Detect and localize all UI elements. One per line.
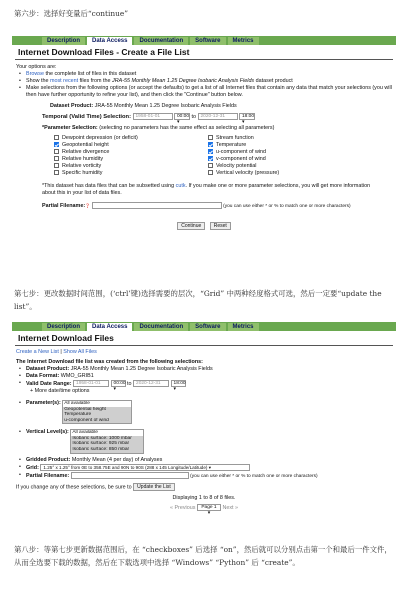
checkbox[interactable] <box>208 156 213 161</box>
cutk-link[interactable]: cutk <box>175 182 186 189</box>
vertical-levels-item: • Vertical Level(s): All available Isobaric surface: 1000 mbar Isobaric surface: 925 mbar Isobaric surface: 850 mbar <box>16 429 392 453</box>
checkbox-label: Stream function <box>216 134 254 141</box>
step-6-caption: 第六步：选择好变量后“continue” <box>14 9 129 18</box>
checkbox-label: Temperature <box>216 141 247 148</box>
checkbox[interactable] <box>208 135 213 140</box>
select-option[interactable]: Isobaric surface: 1000 mbar <box>71 436 143 442</box>
select-option[interactable]: All available <box>72 430 98 436</box>
checkbox-label: Geopotential height <box>62 141 109 148</box>
parameter-column-right <box>208 135 354 177</box>
end-time-select[interactable]: 18:00 ▾ <box>239 113 255 120</box>
checkbox[interactable] <box>208 142 213 147</box>
browse-link[interactable]: Browse <box>26 71 44 77</box>
create-file-list-panel <box>12 36 396 235</box>
range-end-input[interactable]: 2020-12-31 <box>133 380 169 387</box>
previous-link[interactable]: « Previous <box>169 504 196 511</box>
step-8-caption: 第八步：等第七步更新数据范围后，在 “checkboxes” 后选择 “on”，然后就可以分别点击第一个和最后一件文件，从而全选要下载的数据，然后在下载选项中选择 “Windows” “Python” 后 “create”。 <box>14 545 392 567</box>
option-selections: • Make selections from the following options (or accept the defaults) to get a list of all Internet files that contain any data that match your selections (you will then have further opportunity to refine your list), and then click the "Continue" button below. <box>16 85 392 99</box>
file-list-panel <box>12 322 396 516</box>
checkbox[interactable] <box>54 170 59 175</box>
step-7-caption: 第七步：更改数据时间范围，(‘ctrl’键)选择需要的层次，“Grid” 中两种经度格式可选，然后一定要“update the list”。 <box>14 289 382 311</box>
range-end-time[interactable]: 18:00 ▾ <box>171 380 186 387</box>
select-option[interactable]: Temperature <box>63 412 131 418</box>
parameter-checkbox-row[interactable] <box>208 163 354 170</box>
subset-note: *This dataset has data files that can be subsetted using cutk. If you make one or more parameter selections, you will get more information about this in your list of data files. <box>42 182 371 196</box>
tab-software[interactable]: Software <box>190 37 225 45</box>
form-buttons <box>16 217 392 235</box>
chevron-down-icon: ▾ <box>173 387 176 392</box>
parameter-checkbox-row[interactable] <box>54 163 200 170</box>
parameter-checkbox-row[interactable] <box>54 135 200 142</box>
chevron-down-icon: ▾ <box>177 120 180 125</box>
valid-date-range-item: • Valid Date Range: 1958-01-01 00:00 ▾ to 2020-12-31 18:00 ▾ <box>16 380 392 388</box>
parameters-item: • Parameter(s): All available Geopotential height Temperature u-component of wind <box>16 400 392 424</box>
page-select[interactable]: Page 1 ▾ <box>197 504 221 511</box>
parameter-checkbox-row[interactable] <box>54 170 200 177</box>
parameter-checkbox-grid <box>54 135 354 177</box>
checkbox[interactable] <box>208 149 213 154</box>
nav-tabs-2 <box>12 322 396 331</box>
select-option[interactable]: u-component of wind <box>63 418 131 424</box>
checkbox-label: Vertical velocity (pressure) <box>216 169 280 176</box>
select-option[interactable]: Isobaric surface: 925 mbar <box>71 441 143 447</box>
temporal-row: Temporal (Valid Time) Selection: 1958-01-01 00:00 ▾ to 2020-12-31 18:00 ▾ <box>42 113 255 125</box>
reset-button[interactable]: Reset <box>210 222 231 230</box>
parameter-checkbox-row[interactable] <box>208 170 354 177</box>
displaying-count: Displaying 1 to 8 of 8 files. <box>172 494 236 501</box>
parameter-selection-header: *Parameter Selection: (selecting no parameters has the same effect as selecting all parameters) <box>42 124 275 131</box>
created-from-heading: The Internet Download file list was created from the following selections: <box>16 359 203 365</box>
select-option[interactable]: Isobaric surface: 850 mbar <box>71 447 143 453</box>
parameters-select[interactable] <box>62 400 132 424</box>
range-start-input[interactable]: 1958-01-01 <box>73 380 109 387</box>
checkbox-label: Relative vorticity <box>62 162 102 169</box>
parameter-checkbox-row[interactable] <box>208 156 354 163</box>
continue-button[interactable]: Continue <box>177 222 205 230</box>
checkbox[interactable] <box>54 149 59 154</box>
parameter-checkbox-row[interactable] <box>208 135 354 142</box>
tab-description[interactable]: Description <box>42 37 85 45</box>
checkbox[interactable] <box>208 163 213 168</box>
chevron-down-icon: ▾ <box>208 464 212 470</box>
chevron-down-icon: ▾ <box>242 120 245 125</box>
checkbox[interactable] <box>208 170 213 175</box>
end-date-input[interactable]: 2020-12-31 <box>198 113 238 120</box>
grid-select[interactable]: 1.25° x 1.25° from 0E to 358.75E and 90N to 90S (288 x 145 Longitude/Latitude) ▾ <box>40 464 250 471</box>
tab-data-access[interactable]: Data Access <box>87 37 132 45</box>
chevron-down-icon: ▾ <box>207 510 211 516</box>
grid-item: • Grid: 1.25° x 1.25° from 0E to 358.75E and 90N to 90S (288 x 145 Longitude/Latitude) ▾ <box>16 464 392 472</box>
gridded-product-item: • Gridded Product: Monthly Mean (4 per day) of Analyses <box>16 457 392 464</box>
dataset-product-row: Dataset Product: JRA-55 Monthly Mean 1.25 Degree Isobaric Analysis Fields <box>50 103 237 109</box>
update-list-button[interactable]: Update the List <box>133 483 175 491</box>
option-browse: • Browse the complete list of files in this dataset <box>16 71 392 78</box>
tab-documentation[interactable]: Documentation <box>134 37 188 45</box>
page-title-2: Internet Download Files <box>15 331 393 346</box>
data-format-item: • Data Format: WMO_GRIB1 <box>16 373 392 380</box>
option-most-recent: • Show the most recent files from the JRA-55 Monthly Mean 1.25 Degree Isobaric Analysis Fields dataset product <box>16 78 392 85</box>
checkbox-label: Velocity potential <box>216 162 257 169</box>
most-recent-link[interactable]: most recent <box>49 78 79 84</box>
checkbox[interactable] <box>54 142 59 147</box>
update-row: If you change any of these selections, be sure to Update the List <box>16 483 392 491</box>
parameter-checkbox-row[interactable] <box>54 142 200 149</box>
tab-documentation[interactable]: Documentation <box>134 323 188 331</box>
select-option[interactable]: All available <box>64 400 90 406</box>
tab-description[interactable]: Description <box>42 323 85 331</box>
partial-filename-item: • Partial Filename: (you can use either * or % to match one or more characters) <box>16 472 392 480</box>
start-time-select[interactable]: 00:00 ▾ <box>174 113 190 120</box>
parameter-checkbox-row[interactable] <box>54 156 200 163</box>
range-start-time[interactable]: 00:00 ▾ <box>111 380 126 387</box>
more-date-options[interactable]: + More date/time options <box>30 387 90 394</box>
checkbox[interactable] <box>54 156 59 161</box>
checkbox[interactable] <box>54 163 59 168</box>
partial-filename-input[interactable] <box>92 202 222 209</box>
start-date-input[interactable]: 1958-01-01 <box>133 113 173 120</box>
checkbox-label: Dewpoint depression (or deficit) <box>62 134 138 141</box>
show-all-files-link[interactable]: Show All Files <box>63 349 97 355</box>
parameter-checkbox-row[interactable] <box>208 142 354 149</box>
tab-software[interactable]: Software <box>190 323 225 331</box>
tab-metrics[interactable]: Metrics <box>228 37 259 45</box>
checkbox[interactable] <box>54 135 59 140</box>
nav-tabs <box>12 36 396 45</box>
checkbox-label: u-component of wind <box>216 148 267 155</box>
dataset-product-item: • Dataset Product: JRA-55 Monthly Mean 1.25 Degree Isobaric Analysis Fields <box>16 366 392 373</box>
vertical-levels-select[interactable] <box>70 429 144 453</box>
partial-filename-row: Partial Filename:❓ (you can use either * or % to match one or more characters) <box>42 202 351 209</box>
checkbox-label: v-component of wind <box>216 155 266 162</box>
tab-metrics[interactable]: Metrics <box>228 323 259 331</box>
create-new-list-link[interactable]: Create a New List <box>16 349 59 355</box>
tab-data-access[interactable]: Data Access <box>87 323 132 331</box>
page-title: Internet Download Files - Create a File List <box>15 45 393 60</box>
parameter-column-left <box>54 135 200 177</box>
next-link[interactable]: Next » <box>222 504 239 511</box>
pagination <box>16 504 392 516</box>
checkbox-label: Specific humidity <box>62 169 103 176</box>
checkbox-label: Relative humidity <box>62 155 104 162</box>
list-links: Create a New List | Show All Files <box>16 349 97 355</box>
parameter-checkbox-row[interactable] <box>208 149 354 156</box>
select-option[interactable]: Geopotential height <box>63 407 131 413</box>
checkbox-label: Relative divergence <box>62 148 110 155</box>
parameter-checkbox-row[interactable] <box>54 149 200 156</box>
plus-icon: + <box>30 387 34 394</box>
help-icon[interactable]: ❓ <box>85 202 91 208</box>
chevron-down-icon: ▾ <box>113 387 116 392</box>
options-intro: Your options are: <box>16 64 57 70</box>
partial-filename-input-2[interactable] <box>71 472 189 479</box>
